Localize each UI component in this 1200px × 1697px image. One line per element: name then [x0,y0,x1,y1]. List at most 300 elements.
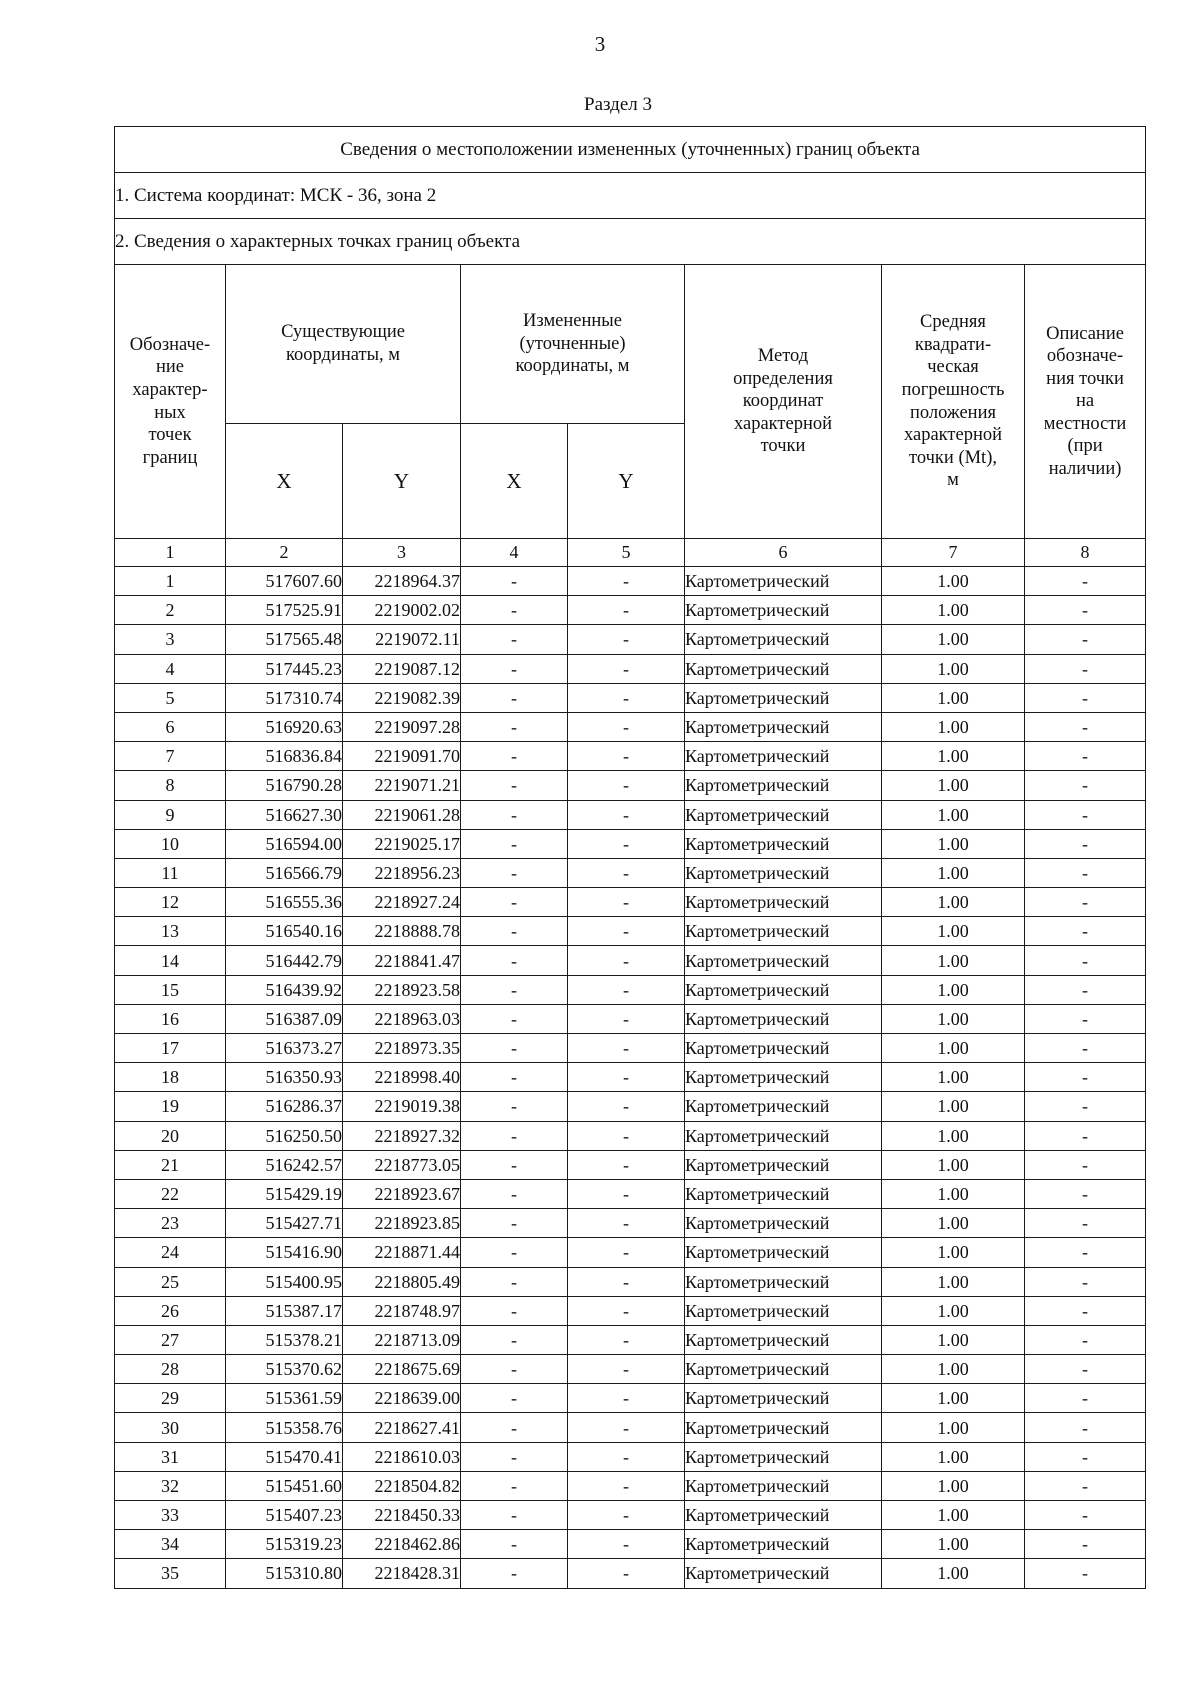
table-row [115,1179,1146,1208]
cell-changed-y: - [568,712,685,741]
cell-description: - [1025,654,1146,683]
column-number: 4 [461,539,568,567]
table-row [115,1063,1146,1092]
cell-existing-y: 2219071.21 [343,771,461,800]
cell-point-number: 33 [115,1501,226,1530]
cell-method: Картометрический [685,917,882,946]
cell-method: Картометрический [685,1355,882,1384]
cell-changed-y: - [568,888,685,917]
cell-method: Картометрический [685,1238,882,1267]
cell-mean-error: 1.00 [882,596,1025,625]
cell-mean-error: 1.00 [882,742,1025,771]
table-row [115,1034,1146,1063]
cell-existing-x: 515470.41 [226,1442,343,1471]
cell-changed-x: - [461,683,568,712]
cell-point-number: 18 [115,1063,226,1092]
cell-point-number: 17 [115,1034,226,1063]
cell-method: Картометрический [685,1034,882,1063]
table-row [115,888,1146,917]
cell-mean-error: 1.00 [882,1442,1025,1471]
cell-existing-x: 517525.91 [226,596,343,625]
cell-changed-y: - [568,917,685,946]
cell-description: - [1025,1063,1146,1092]
column-number: 6 [685,539,882,567]
cell-changed-x: - [461,800,568,829]
cell-description: - [1025,946,1146,975]
cell-existing-x: 516250.50 [226,1121,343,1150]
section-label: Раздел 3 [584,94,652,115]
cell-changed-x: - [461,946,568,975]
cell-existing-x: 515427.71 [226,1209,343,1238]
cell-existing-y: 2218888.78 [343,917,461,946]
cell-mean-error: 1.00 [882,1471,1025,1500]
cell-existing-x: 516836.84 [226,742,343,771]
cell-changed-y: - [568,1471,685,1500]
cell-existing-x: 516555.36 [226,888,343,917]
cell-mean-error: 1.00 [882,800,1025,829]
cell-method: Картометрический [685,625,882,654]
cell-method: Картометрический [685,1092,882,1121]
cell-changed-x: - [461,1501,568,1530]
cell-method: Картометрический [685,1530,882,1559]
cell-changed-y: - [568,1530,685,1559]
cell-changed-y: - [568,975,685,1004]
cell-changed-y: - [568,1179,685,1208]
table-row [115,975,1146,1004]
table-row [115,829,1146,858]
cell-method: Картометрический [685,742,882,771]
cell-existing-x: 516286.37 [226,1092,343,1121]
cell-description: - [1025,829,1146,858]
cell-method: Картометрический [685,1121,882,1150]
cell-existing-y: 2219091.70 [343,742,461,771]
cell-changed-y: - [568,1296,685,1325]
cell-mean-error: 1.00 [882,946,1025,975]
cell-method: Картометрический [685,975,882,1004]
cell-mean-error: 1.00 [882,1238,1025,1267]
cell-point-number: 13 [115,917,226,946]
cell-mean-error: 1.00 [882,1296,1025,1325]
cell-method: Картометрический [685,1501,882,1530]
cell-description: - [1025,1355,1146,1384]
table-row [115,1004,1146,1033]
cell-existing-x: 515358.76 [226,1413,343,1442]
cell-point-number: 22 [115,1179,226,1208]
cell-changed-y: - [568,1384,685,1413]
cell-existing-x: 516540.16 [226,917,343,946]
cell-point-number: 24 [115,1238,226,1267]
cell-changed-x: - [461,1179,568,1208]
table-row [115,1559,1146,1588]
cell-point-number: 30 [115,1413,226,1442]
cell-description: - [1025,858,1146,887]
cell-existing-y: 2218610.03 [343,1442,461,1471]
cell-mean-error: 1.00 [882,1267,1025,1296]
cell-point-number: 15 [115,975,226,1004]
cell-existing-x: 515387.17 [226,1296,343,1325]
cell-method: Картометрический [685,800,882,829]
cell-mean-error: 1.00 [882,654,1025,683]
cell-description: - [1025,567,1146,596]
cell-existing-y: 2218639.00 [343,1384,461,1413]
cell-mean-error: 1.00 [882,1004,1025,1033]
cell-mean-error: 1.00 [882,1150,1025,1179]
cell-description: - [1025,1267,1146,1296]
cell-changed-y: - [568,654,685,683]
cell-method: Картометрический [685,1325,882,1354]
cell-changed-x: - [461,625,568,654]
coord-system-row [115,173,1146,219]
cell-changed-x: - [461,1034,568,1063]
cell-changed-x: - [461,654,568,683]
cell-description: - [1025,1209,1146,1238]
cell-method: Картометрический [685,1384,882,1413]
cell-mean-error: 1.00 [882,712,1025,741]
cell-changed-y: - [568,771,685,800]
cell-changed-y: - [568,1267,685,1296]
cell-changed-x: - [461,1121,568,1150]
cell-existing-y: 2218927.32 [343,1121,461,1150]
table-row [115,1355,1146,1384]
cell-method: Картометрический [685,946,882,975]
header-designation: Обозначе- ние характер- ных точек границ [115,265,226,539]
cell-changed-x: - [461,1092,568,1121]
column-number: 2 [226,539,343,567]
cell-mean-error: 1.00 [882,858,1025,887]
cell-changed-x: - [461,888,568,917]
cell-existing-x: 515370.62 [226,1355,343,1384]
column-number: 1 [115,539,226,567]
cell-changed-y: - [568,596,685,625]
cell-existing-y: 2218923.85 [343,1209,461,1238]
cell-point-number: 7 [115,742,226,771]
cell-existing-x: 515429.19 [226,1179,343,1208]
cell-changed-y: - [568,1034,685,1063]
column-number: 5 [568,539,685,567]
column-number: 3 [343,539,461,567]
header-existing-x: X [226,424,343,539]
cell-mean-error: 1.00 [882,1092,1025,1121]
cell-point-number: 14 [115,946,226,975]
cell-changed-x: - [461,567,568,596]
header-existing-y: Y [343,424,461,539]
cell-method: Картометрический [685,858,882,887]
cell-changed-x: - [461,1267,568,1296]
cell-existing-x: 516442.79 [226,946,343,975]
cell-existing-x: 517310.74 [226,683,343,712]
column-number-row [115,539,1146,567]
cell-changed-y: - [568,1413,685,1442]
cell-changed-x: - [461,858,568,887]
cell-changed-y: - [568,1559,685,1588]
cell-existing-y: 2218963.03 [343,1004,461,1033]
cell-mean-error: 1.00 [882,1179,1025,1208]
cell-description: - [1025,742,1146,771]
coord-system: 1. Система координат: МСК - 36, зона 2 [115,173,1146,219]
cell-changed-y: - [568,1150,685,1179]
cell-description: - [1025,1121,1146,1150]
cell-description: - [1025,1559,1146,1588]
cell-method: Картометрический [685,654,882,683]
cell-mean-error: 1.00 [882,1530,1025,1559]
table-row [115,625,1146,654]
cell-point-number: 3 [115,625,226,654]
cell-changed-x: - [461,771,568,800]
cell-method: Картометрический [685,1296,882,1325]
cell-description: - [1025,1179,1146,1208]
table-row [115,1209,1146,1238]
cell-mean-error: 1.00 [882,771,1025,800]
cell-changed-y: - [568,1121,685,1150]
cell-existing-y: 2218713.09 [343,1325,461,1354]
table-row [115,654,1146,683]
cell-method: Картометрический [685,683,882,712]
cell-mean-error: 1.00 [882,567,1025,596]
points-heading-row [115,219,1146,265]
cell-changed-y: - [568,1063,685,1092]
header-description: Описание обозначе- ния точки на местности (при наличии) [1025,265,1146,539]
cell-description: - [1025,625,1146,654]
table-row [115,1384,1146,1413]
cell-point-number: 19 [115,1092,226,1121]
cell-changed-y: - [568,800,685,829]
cell-existing-x: 516790.28 [226,771,343,800]
cell-method: Картометрический [685,1004,882,1033]
table-row [115,1150,1146,1179]
cell-mean-error: 1.00 [882,888,1025,917]
cell-existing-y: 2218504.82 [343,1471,461,1500]
cell-existing-y: 2218923.67 [343,1179,461,1208]
table-row [115,596,1146,625]
cell-point-number: 10 [115,829,226,858]
cell-changed-x: - [461,712,568,741]
boundary-points-table [114,126,1146,1589]
cell-changed-y: - [568,829,685,858]
cell-existing-x: 515319.23 [226,1530,343,1559]
cell-existing-y: 2219087.12 [343,654,461,683]
cell-existing-y: 2218871.44 [343,1238,461,1267]
cell-point-number: 34 [115,1530,226,1559]
cell-changed-y: - [568,858,685,887]
table-row [115,1238,1146,1267]
cell-description: - [1025,1530,1146,1559]
header-method: Метод определения координат характерной точки [685,265,882,539]
cell-existing-x: 515378.21 [226,1325,343,1354]
cell-method: Картометрический [685,1559,882,1588]
cell-existing-y: 2219082.39 [343,683,461,712]
cell-description: - [1025,800,1146,829]
cell-method: Картометрический [685,1179,882,1208]
cell-changed-x: - [461,1471,568,1500]
cell-method: Картометрический [685,596,882,625]
table-row [115,742,1146,771]
cell-mean-error: 1.00 [882,683,1025,712]
cell-existing-y: 2218973.35 [343,1034,461,1063]
table-row [115,1267,1146,1296]
cell-point-number: 6 [115,712,226,741]
cell-description: - [1025,1501,1146,1530]
table-row [115,1121,1146,1150]
cell-description: - [1025,888,1146,917]
cell-point-number: 27 [115,1325,226,1354]
cell-point-number: 23 [115,1209,226,1238]
cell-description: - [1025,1092,1146,1121]
cell-mean-error: 1.00 [882,917,1025,946]
cell-description: - [1025,1004,1146,1033]
cell-existing-x: 515310.80 [226,1559,343,1588]
cell-changed-x: - [461,1296,568,1325]
cell-method: Картометрический [685,1209,882,1238]
cell-point-number: 8 [115,771,226,800]
column-number: 8 [1025,539,1146,567]
cell-changed-x: - [461,1355,568,1384]
cell-changed-y: - [568,567,685,596]
cell-changed-x: - [461,1559,568,1588]
table-row [115,917,1146,946]
table-row [115,946,1146,975]
cell-description: - [1025,1413,1146,1442]
cell-method: Картометрический [685,771,882,800]
cell-changed-x: - [461,742,568,771]
header-changed-coords: Измененные (уточненные) координаты, м [461,265,685,424]
cell-method: Картометрический [685,1413,882,1442]
cell-mean-error: 1.00 [882,1209,1025,1238]
cell-existing-y: 2219072.11 [343,625,461,654]
cell-existing-x: 516439.92 [226,975,343,1004]
cell-changed-x: - [461,1063,568,1092]
cell-point-number: 32 [115,1471,226,1500]
header-mean-error: Средняя квадрати- ческая погрешность положения характерной точки (Mt), м [882,265,1025,539]
table-row [115,800,1146,829]
table-row [115,683,1146,712]
header-changed-x: X [461,424,568,539]
cell-existing-x: 515416.90 [226,1238,343,1267]
cell-changed-x: - [461,1530,568,1559]
table-row [115,712,1146,741]
cell-existing-x: 516350.93 [226,1063,343,1092]
cell-existing-y: 2218841.47 [343,946,461,975]
cell-mean-error: 1.00 [882,1384,1025,1413]
cell-point-number: 12 [115,888,226,917]
cell-existing-y: 2218805.49 [343,1267,461,1296]
cell-changed-y: - [568,1004,685,1033]
table-row [115,1471,1146,1500]
cell-existing-x: 516627.30 [226,800,343,829]
cell-existing-y: 2219002.02 [343,596,461,625]
cell-mean-error: 1.00 [882,1559,1025,1588]
cell-changed-y: - [568,1325,685,1354]
cell-changed-x: - [461,596,568,625]
cell-mean-error: 1.00 [882,625,1025,654]
cell-existing-y: 2218773.05 [343,1150,461,1179]
cell-existing-y: 2218675.69 [343,1355,461,1384]
cell-description: - [1025,917,1146,946]
cell-changed-x: - [461,1413,568,1442]
table-title-row [115,127,1146,173]
cell-point-number: 4 [115,654,226,683]
cell-point-number: 9 [115,800,226,829]
cell-changed-x: - [461,1150,568,1179]
cell-existing-y: 2218627.41 [343,1413,461,1442]
cell-mean-error: 1.00 [882,1063,1025,1092]
cell-description: - [1025,771,1146,800]
column-number: 7 [882,539,1025,567]
cell-existing-y: 2218450.33 [343,1501,461,1530]
cell-mean-error: 1.00 [882,1501,1025,1530]
cell-description: - [1025,596,1146,625]
cell-changed-y: - [568,625,685,654]
cell-mean-error: 1.00 [882,975,1025,1004]
cell-description: - [1025,1150,1146,1179]
cell-point-number: 2 [115,596,226,625]
cell-description: - [1025,1296,1146,1325]
cell-point-number: 35 [115,1559,226,1588]
cell-existing-y: 2219025.17 [343,829,461,858]
cell-method: Картометрический [685,712,882,741]
table-row [115,567,1146,596]
cell-existing-x: 516373.27 [226,1034,343,1063]
cell-point-number: 21 [115,1150,226,1179]
cell-method: Картометрический [685,888,882,917]
header-changed-y: Y [568,424,685,539]
cell-existing-x: 517607.60 [226,567,343,596]
cell-method: Картометрический [685,829,882,858]
cell-mean-error: 1.00 [882,1413,1025,1442]
point-rows [115,567,1146,1589]
table-title: Сведения о местоположении измененных (уточненных) границ объекта [115,127,1146,173]
cell-method: Картометрический [685,1267,882,1296]
cell-point-number: 16 [115,1004,226,1033]
cell-changed-x: - [461,1238,568,1267]
cell-description: - [1025,712,1146,741]
cell-point-number: 26 [115,1296,226,1325]
cell-existing-x: 516920.63 [226,712,343,741]
cell-description: - [1025,1384,1146,1413]
cell-description: - [1025,975,1146,1004]
cell-changed-x: - [461,1442,568,1471]
table-row [115,1413,1146,1442]
cell-description: - [1025,1325,1146,1354]
cell-existing-x: 515407.23 [226,1501,343,1530]
cell-existing-y: 2218956.23 [343,858,461,887]
table-row [115,771,1146,800]
points-heading: 2. Сведения о характерных точках границ объекта [115,219,1146,265]
cell-description: - [1025,683,1146,712]
cell-existing-y: 2219097.28 [343,712,461,741]
cell-existing-x: 515400.95 [226,1267,343,1296]
cell-changed-y: - [568,1092,685,1121]
cell-existing-x: 515361.59 [226,1384,343,1413]
cell-changed-y: - [568,683,685,712]
cell-existing-x: 517445.23 [226,654,343,683]
cell-existing-y: 2218428.31 [343,1559,461,1588]
cell-point-number: 20 [115,1121,226,1150]
cell-existing-y: 2218927.24 [343,888,461,917]
cell-changed-x: - [461,975,568,1004]
cell-changed-x: - [461,1384,568,1413]
cell-existing-y: 2218923.58 [343,975,461,1004]
cell-existing-x: 516387.09 [226,1004,343,1033]
cell-changed-x: - [461,829,568,858]
cell-point-number: 29 [115,1384,226,1413]
cell-existing-x: 516566.79 [226,858,343,887]
cell-point-number: 28 [115,1355,226,1384]
cell-description: - [1025,1034,1146,1063]
cell-method: Картометрический [685,1150,882,1179]
cell-method: Картометрический [685,567,882,596]
cell-existing-y: 2218964.37 [343,567,461,596]
cell-changed-y: - [568,742,685,771]
